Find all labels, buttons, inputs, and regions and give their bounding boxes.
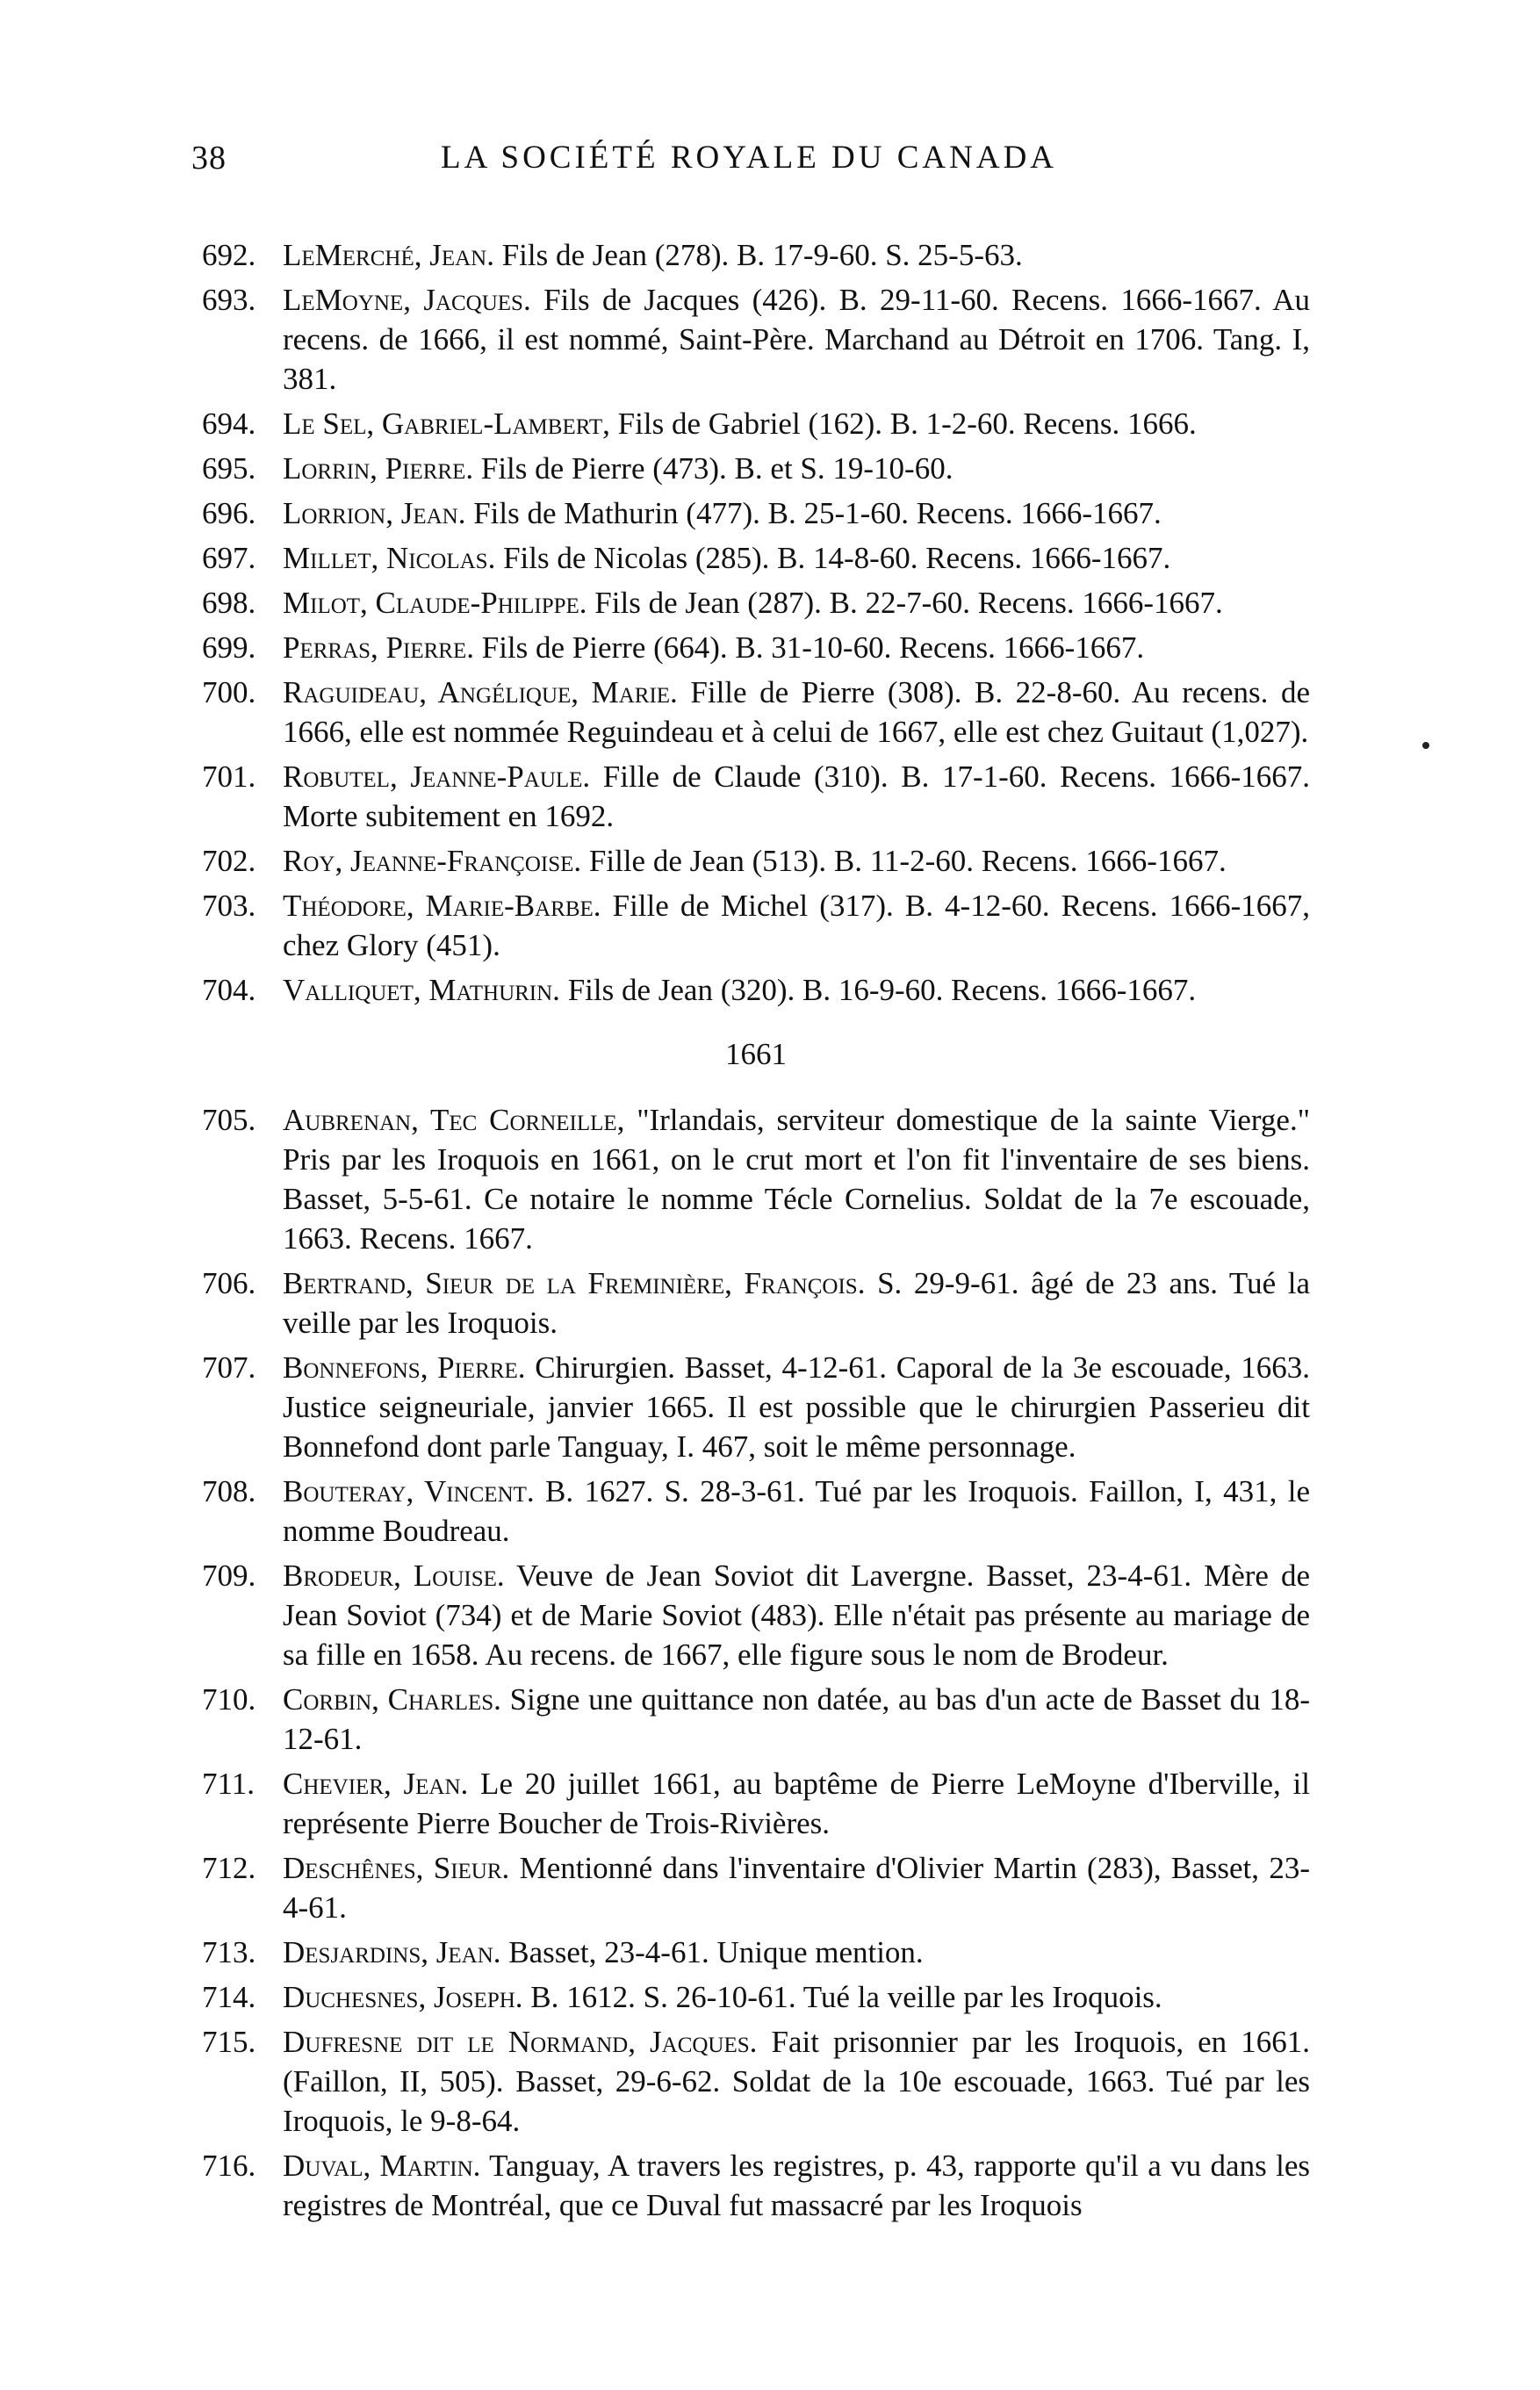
entry [202, 628, 1310, 667]
entry [202, 538, 1310, 578]
entry-number: 712. [202, 1851, 256, 1885]
entry [202, 1933, 1310, 1972]
entry-name: Aubrenan, Tec Corneille, [283, 1103, 625, 1137]
entry [202, 1764, 1310, 1843]
entry-number: 695. [202, 451, 256, 486]
entry-text: Fils de Jean (320). B. 16-9-60. Recens. 1666-1667. [559, 973, 1197, 1007]
entry-number: 692. [202, 238, 256, 272]
entry-name: Raguideau, Angélique, Marie. [283, 675, 678, 709]
entry [202, 841, 1310, 881]
entries-1660 [202, 235, 1310, 1010]
entry-text: B. 1612. S. 26-10-61. Tué la veille par les Iroquois. [522, 1980, 1162, 2014]
entry-name: Robutel, Jeanne-Paule. [283, 759, 591, 794]
entry [202, 449, 1310, 488]
entry-name: Perras, Pierre. [283, 630, 474, 665]
running-head: LA SOCIÉTÉ ROYALE DU CANADA [440, 140, 1058, 176]
entry-number: 702. [202, 844, 256, 878]
entry [202, 1556, 1310, 1674]
page-header [191, 139, 1306, 183]
entry-text: Fille de Michel (317). B. 4-12-60. Recens. 1666-1667, chez Glory (451). [283, 889, 1310, 962]
entry-name: Deschênes, Sieur. [283, 1851, 510, 1885]
entry [202, 970, 1310, 1010]
entry-name: Millet, Nicolas. [283, 541, 496, 575]
entry-name: Bouteray, Vincent. [283, 1474, 535, 1508]
entry [202, 583, 1310, 623]
entry-name: Théodore, Marie-Barbe. [283, 889, 601, 923]
entry-text: Tanguay, A travers les registres, p. 43, rapporte qu'il a vu dans les registres de Montréal, que ce Duval fut massacré par les Iroquois [283, 2149, 1310, 2222]
entry-name: LeMerché, Jean. [283, 238, 494, 272]
entry-number: 698. [202, 586, 256, 620]
entry-number: 706. [202, 1266, 256, 1300]
entry [202, 1472, 1310, 1551]
entry-name: Bertrand, Sieur de la Freminière, François. [283, 1266, 866, 1300]
entry-number: 716. [202, 2149, 256, 2183]
entry-name: Le Sel, Gabriel-Lambert, [283, 407, 610, 441]
entry-number: 705. [202, 1103, 256, 1137]
entry [202, 1263, 1310, 1343]
entry-text: Chirurgien. Basset, 4-12-61. Caporal de la 3e escouade, 1663. Justice seigneuriale, janvier 1665. Il est possible que le chirurgien Passerieu dit Bonnefond dont parle Tanguay, I. 467, soit le même personnage. [283, 1350, 1310, 1464]
entry-text: Veuve de Jean Soviot dit Lavergne. Basset, 23-4-61. Mère de Jean Soviot (734) et de Marie Soviot (483). Elle n'était pas présente au mariage de sa fille en 1658. Au recens. de 1667, elle figure sous le nom de Brodeur. [283, 1559, 1311, 1672]
page-number: 38 [191, 140, 227, 176]
entry-number: 709. [202, 1559, 256, 1593]
entry-text: Fait prisonnier par les Iroquois, en 1661. (Faillon, II, 505). Basset, 29-6-62. Soldat de la 10e escouade, 1663. Tué par les Iroquois, le 9-8-64. [283, 2025, 1310, 2138]
entry-number: 693. [202, 283, 256, 317]
entry-number: 696. [202, 496, 256, 530]
page-body [202, 235, 1310, 2230]
entry-name: LeMoyne, Jacques. [283, 283, 531, 317]
entry-number: 714. [202, 1980, 256, 2014]
entry-text: Fils de Jean (278). B. 17-9-60. S. 25-5-63. [493, 238, 1023, 272]
entry-number: 704. [202, 973, 256, 1007]
entry [202, 2146, 1310, 2225]
entry-number: 703. [202, 889, 256, 923]
entry [202, 1977, 1310, 2017]
entry [202, 1348, 1310, 1466]
entry-text: Mentionné dans l'inventaire d'Olivier Martin (283), Basset, 23-4-61. [283, 1851, 1310, 1925]
entry-text: Signe une quittance non datée, au bas d'un acte de Basset du 18-12-61. [283, 1682, 1310, 1756]
entry [202, 886, 1310, 965]
entry-name: Duval, Martin. [283, 2149, 481, 2183]
entry [202, 1680, 1310, 1759]
entries-1661 [202, 1100, 1310, 2225]
entry-number: 707. [202, 1350, 256, 1385]
entry-number: 708. [202, 1474, 256, 1508]
entry-text: Le 20 juillet 1661, au baptême de Pierre LeMoyne d'Iberville, il représente Pierre Boucher de Trois-Rivières. [283, 1767, 1310, 1840]
entry [202, 280, 1310, 399]
entry-text: Fille de Jean (513). B. 11-2-60. Recens. 1666-1667. [581, 844, 1227, 878]
entry-text: Fils de Pierre (664). B. 31-10-60. Recens. 1666-1667. [473, 630, 1145, 665]
entry-text: S. 29-9-61. âgé de 23 ans. Tué la veille par les Iroquois. [283, 1266, 1310, 1340]
entry-text: Fille de Pierre (308). B. 22-8-60. Au recens. de 1666, elle est nommée Reguindeau et à celui de 1667, elle est chez Guitaut (1,027). [283, 675, 1310, 749]
entry [202, 1848, 1310, 1927]
entry-name: Duchesnes, Joseph. [283, 1980, 523, 2014]
entry-number: 697. [202, 541, 256, 575]
entry-name: Chevier, Jean. [283, 1767, 469, 1801]
entry-name: Valliquet, Mathurin. [283, 973, 560, 1007]
entry-number: 711. [202, 1767, 255, 1801]
entry-name: Desjardins, Jean. [283, 1935, 501, 1969]
entry [202, 673, 1310, 752]
entry-number: 713. [202, 1935, 256, 1969]
entry-number: 694. [202, 407, 256, 441]
margin-dot-mark [1422, 742, 1429, 749]
entry [202, 1100, 1310, 1258]
entry-number: 710. [202, 1682, 256, 1717]
entry-text: Fils de Nicolas (285). B. 14-8-60. Recens. 1666-1667. [495, 541, 1171, 575]
entry-number: 699. [202, 630, 256, 665]
entry-name: Roy, Jeanne-Françoise. [283, 844, 582, 878]
entry [202, 235, 1310, 275]
entry-name: Corbin, Charles. [283, 1682, 501, 1717]
entry-name: Lorrion, Jean. [283, 496, 466, 530]
entry-name: Bonnefons, Pierre. [283, 1350, 526, 1385]
entry-name: Brodeur, Louise. [283, 1559, 505, 1593]
entry-text: Fille de Claude (310). B. 17-1-60. Recens. 1666-1667. Morte subitement en 1692. [283, 759, 1310, 833]
entry-name: Dufresne dit le Normand, Jacques. [283, 2025, 758, 2059]
entry [202, 757, 1310, 836]
entry-text: Fils de Gabriel (162). B. 1-2-60. Recens. 1666. [609, 407, 1197, 441]
section-year-heading: 1661 [725, 1037, 787, 1071]
entry-text: Fils de Pierre (473). B. et S. 19-10-60. [473, 451, 954, 486]
entry [202, 2022, 1310, 2141]
entry [202, 404, 1310, 443]
entry-number: 700. [202, 675, 256, 709]
entry-text: Fils de Jean (287). B. 22-7-60. Recens. 1666-1667. [586, 586, 1223, 620]
entry-text: "Irlandais, serviteur domestique de la sainte Vierge." Pris par les Iroquois en 1661, on le crut mort et l'on fit l'inventaire de ses biens. Basset, 5-5-61. Ce notaire le nomme Técle Cornelius. Soldat de la 7e escouade, 1663. Recens. 1667. [283, 1103, 1310, 1256]
entry-number: 701. [202, 759, 256, 794]
entry-name: Milot, Claude-Philippe. [283, 586, 587, 620]
entry-text: B. 1627. S. 28-3-61. Tué par les Iroquois. Faillon, I, 431, le nomme Boudreau. [283, 1474, 1311, 1548]
entry-number: 715. [202, 2025, 256, 2059]
entry-text: Fils de Mathurin (477). B. 25-1-60. Recens. 1666-1667. [465, 496, 1162, 530]
entry-text: Basset, 23-4-61. Unique mention. [500, 1935, 924, 1969]
entry-name: Lorrin, Pierre. [283, 451, 474, 486]
entry-text: Fils de Jacques (426). B. 29-11-60. Recens. 1666-1667. Au recens. de 1666, il est nommé, Saint-Père. Marchand au Détroit en 1706. Tang. I, 381. [283, 283, 1310, 396]
entry [202, 493, 1310, 533]
